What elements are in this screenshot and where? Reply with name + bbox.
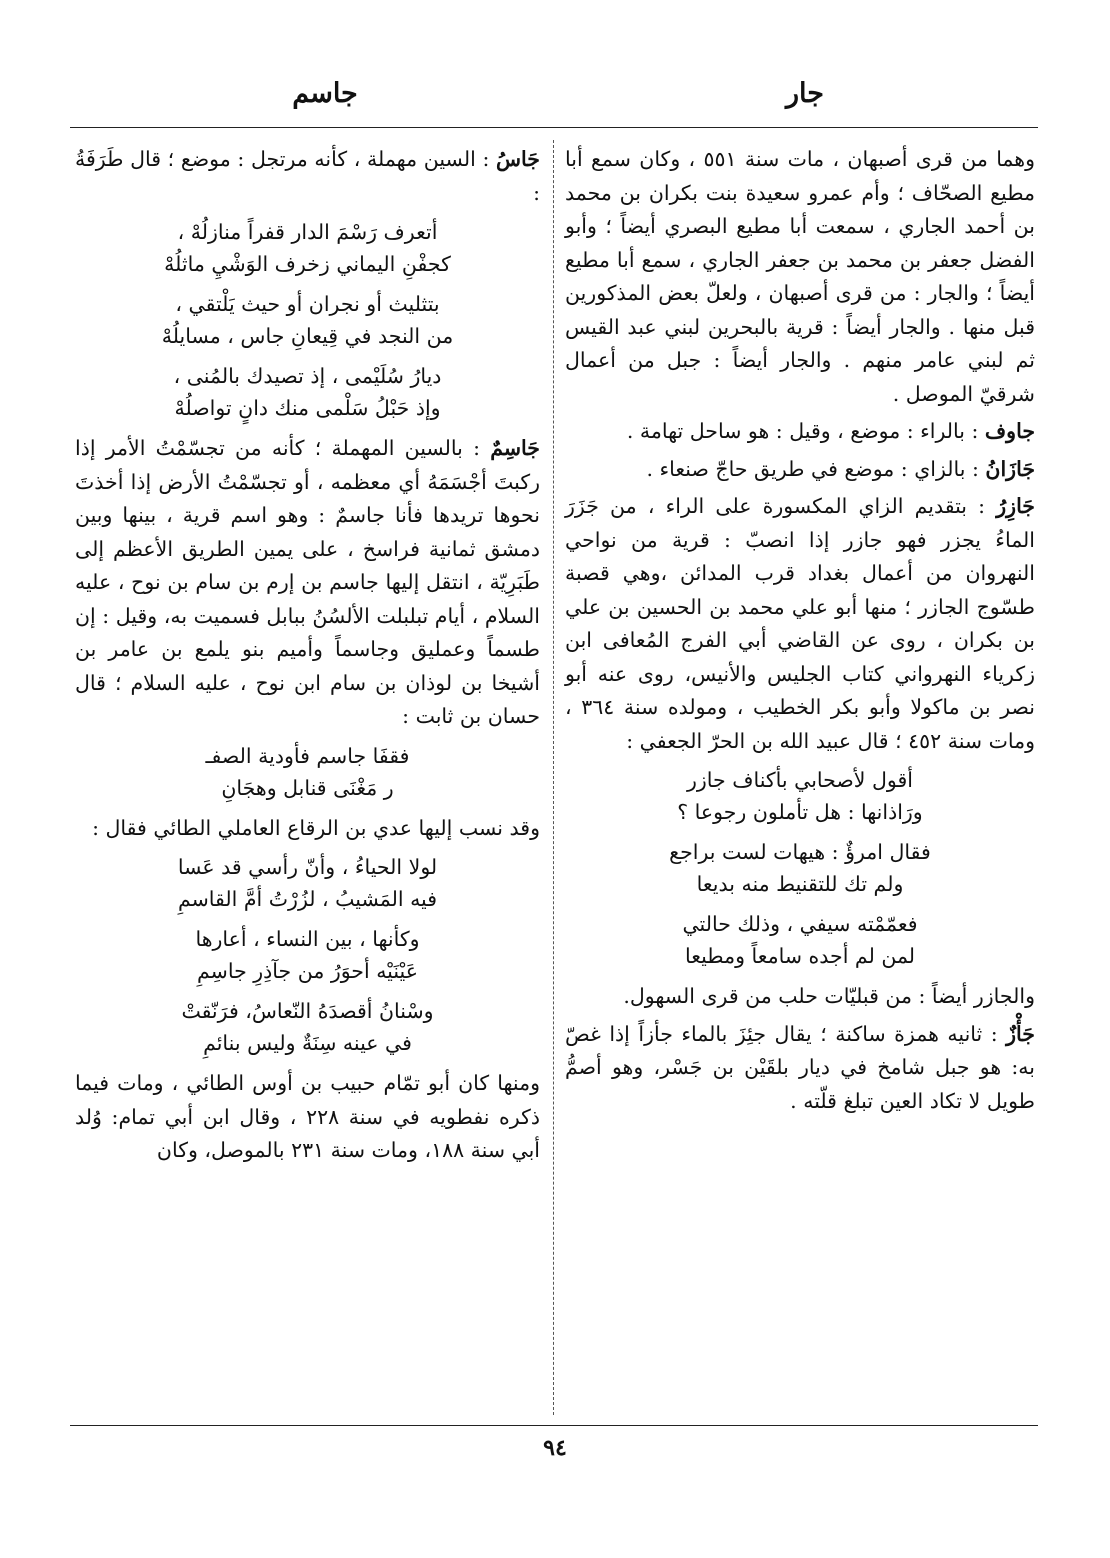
verse-block xyxy=(75,740,540,804)
entry-jas xyxy=(75,143,540,210)
verse-line: ولم تك للتقنيط منه بديعا xyxy=(696,872,904,896)
headword: جَأْزٌ xyxy=(1006,1021,1035,1046)
verse-line: أتعرف رَسْمَ الدار قفراً منازلُهْ ، xyxy=(177,220,438,244)
verse-line: فعمّمْته سيفي ، وذلك حالتي xyxy=(682,912,918,936)
verse-line: من النجد في قِيعانِ جاس ، مسايلُهْ xyxy=(161,324,454,348)
entry-text: : ثانيه همزة ساكنة ؛ يقال جئِزَ بالماء جأزاً إذا غصّ به: هو جبل شامخ في ديار بلقَيْن بن جَسْر، وهو أصمُّ طويل لا تكاد العين تبلغ قلّته . xyxy=(565,1021,1035,1113)
verse-line: ديارُ سُلَيْمى ، إذ تصيدك بالمُنى ، xyxy=(173,364,442,388)
verse-block xyxy=(565,764,1035,828)
verse-line: وسْنانُ أقصدَهُ النّعاسُ، فرَنّقتْ xyxy=(181,999,434,1023)
verse-block xyxy=(75,288,540,352)
verse-line: وكأنها ، بين النساء ، أعارها xyxy=(195,927,420,951)
verse-block xyxy=(565,836,1035,900)
paragraph-adi: وقد نسب إليها عدي بن الرقاع العاملي الطائي فقال : xyxy=(92,815,540,840)
verse-line: أقول لأصحابي بأكناف جازر xyxy=(686,768,913,792)
verse-line: بتثليث أو نجران أو حيث يَلْتقي ، xyxy=(175,292,440,316)
entry-jawif xyxy=(565,415,1035,449)
entry-jazir-2: والجازر أيضاً : من قبليّات حلب من قرى السهول. xyxy=(623,984,1035,1008)
entry-jaz xyxy=(565,1018,1035,1119)
headword: جَاسِمٌ xyxy=(490,436,540,460)
paragraph-abu-tammam: ومنها كان أبو تمّام حبيب بن أوس الطائي ، ومات فيما ذكره نفطويه في سنة ٢٢٨ ، وقال ابن أبي تمام: وُلد أبي سنة ١٨٨، ومات سنة ٢٣١ بالموصل، وكان xyxy=(75,1071,540,1162)
verse-line: فقفَا جاسم فأودية الصفـ xyxy=(205,743,410,768)
entry-text: : بالزاي : موضع في طريق حاجّ صنعاء . xyxy=(646,456,979,481)
running-header-right: جار xyxy=(786,78,824,109)
verse-line: فقال امرؤٌ : هيهات لست براجع xyxy=(669,840,931,864)
running-header-left: جاسم xyxy=(292,78,358,109)
verse-line: في عينه سِنَةٌ وليس بنائمِ xyxy=(203,1031,412,1055)
verse-block xyxy=(75,995,540,1059)
verse-line: فيه المَشيبُ ، لزُرْتُ أمَّ القاسمِ xyxy=(177,887,438,911)
column-divider xyxy=(553,140,554,1415)
headword: جَازَانُ xyxy=(985,456,1035,481)
verse-line: وإذ حَبْلُ سَلْمى منك دانٍ تواصلُهْ xyxy=(174,396,441,420)
entry-jazan xyxy=(565,453,1035,487)
verse-block xyxy=(75,923,540,987)
entry-text: : السين مهملة ، كأنه مرتجل : موضع ؛ قال طَرَفَةُ : xyxy=(75,147,540,205)
verse-line: لمن لم أجده سامعاً ومطيعا xyxy=(684,944,916,968)
entry-text: : بالراء : موضع ، وقيل : هو ساحل تهامة . xyxy=(626,419,979,443)
verse-line: كجفْنِ اليماني زخرف الوَشْيِ ماثلُهْ xyxy=(164,252,451,276)
headword: جَاسُ xyxy=(496,147,540,171)
entry-text: : بالسين المهملة ؛ كأنه من تجسّمْتُ الأمر إذا ركبتَ أجْسَمَهُ أي معظمه ، أو تجسّمْتُ الأرض إذا أخذتَ نحوها تريدها فأنا جاسمٌ : وهو اسم قرية ، بينها وبين دمشق ثمانية فراسخ ، على يمين الطريق الأعظم إلى طَبَرِيّة ، انتقل إليها جاسم بن إرم بن سام بن نوح ، عليه السلام ، أيام تبلبلت الألسُنُ ببابل فسميت به، وقيل : إن طسماً وعمليق وجاسماً وأميم بنو يلمع بن عامر بن أشيخا بن لوذان بن سام ابن نوح ، عليه السلام ؛ قال حسان بن ثابت : xyxy=(75,436,540,728)
verse-line: ورَاذانها : هل تأملون رجوعا ؟ xyxy=(677,800,923,824)
page-number: ٩٤ xyxy=(543,1435,567,1461)
verse-line: لولا الحياءُ ، وأنّ رأسي قد عَسا xyxy=(177,855,438,879)
top-rule xyxy=(70,127,1038,128)
verse-block xyxy=(565,908,1035,972)
entry-text: : بتقديم الزاي المكسورة على الراء ، من جَزَرَ الماءُ يجزر فهو جازر إذا انصبّ : قرية من نواحي النهروان من أعمال بغداد قرب المدائن ،وهي قصبة طسّوج الجازر ؛ منها أبو علي محمد بن الحسين بن علي بن بكران ، روى عن القاضي أبي الفرج المُعافى ابن زكرياء النهرواني كتاب الجليس والأنيس، روى عنه أبو نصر بن ماكولا وأبو بكر الخطيب ، ومولده سنة ٣٦٤ ، ومات سنة ٤٥٢ ؛ قال عبيد الله بن الحرّ الجعفي : xyxy=(565,494,1035,753)
verse-block xyxy=(75,360,540,424)
entry-jar-continuation: وهما من قرى أصبهان ، مات سنة ٥٥١ ، وكان سمع أبا مطيع الصحّاف ؛ وأم عمرو سعيدة بنت بكران بن محمد بن أحمد الجاري ، سمعت أبا مطيع البصري أيضاً ؛ وأبو الفضل جعفر بن محمد بن جعفر الجاري ، سمع أبا مطيع أيضاً ؛ والجار : من قرى أصبهان ، ولعلّ بعض المذكورين قبل منها . والجار أيضاً : قرية بالبحرين لبني عبد القيس ثم لبني عامر منهم . والجار أيضاً : جبل من أعمال شرقيّ الموصل . xyxy=(565,147,1035,406)
bottom-rule xyxy=(70,1425,1038,1426)
entry-jazir xyxy=(565,490,1035,758)
headword: جَازِرُ xyxy=(996,494,1035,518)
verse-block xyxy=(75,216,540,280)
entry-jasim xyxy=(75,432,540,734)
verse-line: عَيْنَيْه أحوَرُ من جآذِرِ جاسِمِ xyxy=(197,959,418,983)
headword: جاوف xyxy=(984,419,1035,443)
verse-line: ر مَغْنَى قنابل وهجَانِ xyxy=(221,775,394,800)
verse-block xyxy=(75,851,540,915)
right-column xyxy=(565,143,1035,1122)
left-column xyxy=(75,143,540,1172)
